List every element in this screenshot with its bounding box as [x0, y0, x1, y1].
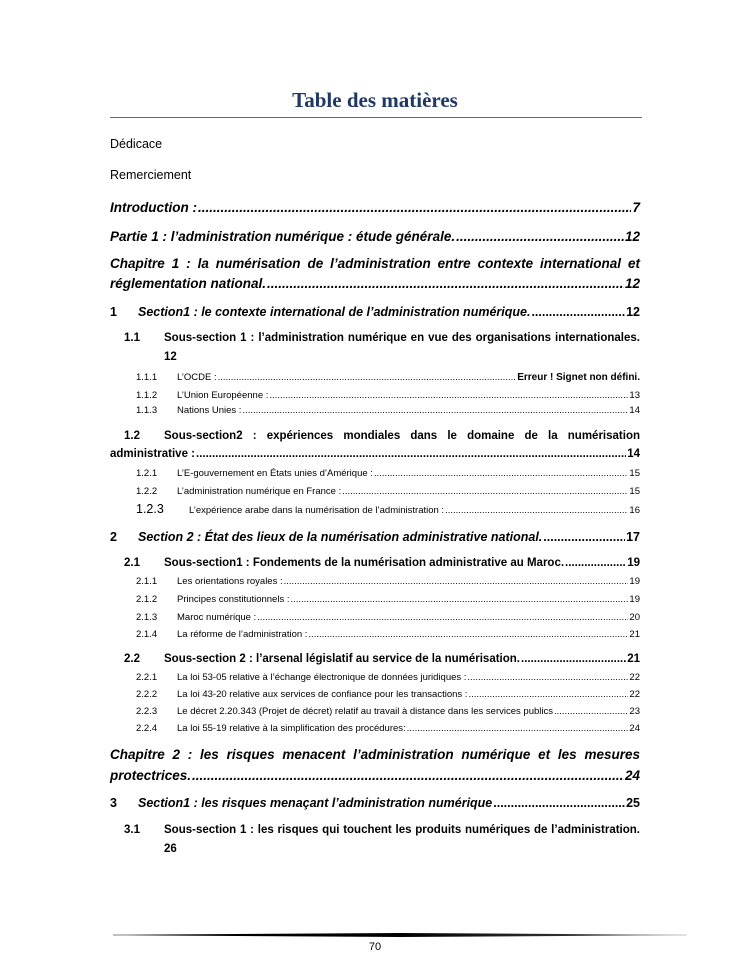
toc-entry-section-3[interactable]: 3 Section1 : les risques menaçant l’administration numérique ..... 25: [110, 796, 640, 810]
toc-entry-introduction[interactable]: Introduction : ..... 7: [110, 200, 640, 215]
toc-entry-2-2-2[interactable]: 2.2.2 La loi 43-20 relative aux services de confiance pour les transactions : ..... 22: [136, 689, 640, 700]
toc-entry-2-1-4[interactable]: 2.1.4 La réforme de l’administration : ..... 21: [136, 629, 640, 640]
toc-title: Table des matières: [292, 88, 458, 112]
toc-entry-3-1[interactable]: 3.1 Sous-section 1 : les risques qui touchent les produits numériques de l’administration.: [124, 824, 640, 836]
toc-entry-2-1-1[interactable]: 2.1.1 Les orientations royales : ..... 19: [136, 576, 640, 587]
toc-entry-section-1[interactable]: 1 Section1 : le contexte international de l’administration numérique. ..... 12: [110, 305, 640, 319]
toc-entry-1-1[interactable]: 1.1 Sous-section 1 : l’administration numérique en vue des organisations internationales.: [124, 332, 640, 344]
toc-entry-section-2[interactable]: 2 Section 2 : État des lieux de la numérisation administrative national. ..... 17: [110, 530, 640, 544]
page-number: 70: [368, 941, 382, 953]
toc-entry-1-2[interactable]: 1.2 Sous-section2 : expériences mondiales dans le domaine de la numérisation: [124, 430, 640, 442]
toc-entry-1-2-3[interactable]: 1.2.3 L’expérience arabe dans la numérisation de l’administration : ..... 16: [136, 502, 640, 516]
toc-entry-2-1-2[interactable]: 2.1.2 Principes constitutionnels : ..... 19: [136, 594, 640, 605]
toc-entry-1-2-2[interactable]: 1.2.2 L’administration numérique en France : ..... 15: [136, 486, 640, 497]
toc-entry-1-2-cont[interactable]: administrative : ..... 14: [110, 448, 640, 460]
toc-entry-2-2-4[interactable]: 2.2.4 La loi 55-19 relative à la simplification des procédures: ..... 24: [136, 723, 640, 734]
toc-entry-2-2-3[interactable]: 2.2.3 Le décret 2.20.343 (Projet de décret) relatif au travail à distance dans les services publics ..... 23: [136, 706, 640, 717]
toc-entry-1-1-3[interactable]: 1.1.3 Nations Unies : ..... 14: [136, 405, 640, 416]
toc-entry-2-2-1[interactable]: 2.2.1 La loi 53-05 relative à l’échange électronique de données juridiques : ..... 22: [136, 672, 640, 683]
toc-entry-1-1-1[interactable]: 1.1.1 L’OCDE : ..... Erreur ! Signet non défini.: [136, 372, 640, 383]
toc-entry-chapitre-1-cont[interactable]: réglementation national. ..... 12: [110, 276, 640, 291]
toc-entry-2-2[interactable]: 2.2 Sous-section 2 : l’arsenal législatif au service de la numérisation. ..... 21: [124, 653, 640, 665]
toc-entry-chapitre-1[interactable]: Chapitre 1 : la numérisation de l’administration entre contexte international et: [110, 256, 640, 271]
toc-remerciement[interactable]: Remerciement: [110, 168, 192, 182]
toc-entry-chapitre-2[interactable]: Chapitre 2 : les risques menacent l’administration numérique et les mesures: [110, 747, 640, 762]
toc-entry-partie-1[interactable]: Partie 1 : l’administration numérique : étude générale. ..... 12: [110, 229, 640, 244]
title-underline: [110, 117, 642, 118]
toc-entry-chapitre-2-cont[interactable]: protectrices. ..... 24: [110, 768, 640, 783]
toc-entry-1-1-page: 12: [164, 351, 177, 363]
footer-divider: [113, 933, 687, 937]
toc-dedicace[interactable]: Dédicace: [110, 137, 163, 151]
toc-entry-2-1-3[interactable]: 2.1.3 Maroc numérique : ..... 20: [136, 612, 640, 623]
toc-entry-3-1-page: 26: [164, 843, 177, 855]
toc-entry-1-2-1[interactable]: 1.2.1 L’E-gouvernement en États unies d’Amérique : ..... 15: [136, 468, 640, 479]
toc-entry-2-1[interactable]: 2.1 Sous-section1 : Fondements de la numérisation administrative au Maroc. ..... 19: [124, 557, 640, 569]
toc-entry-1-1-2[interactable]: 1.1.2 L’Union Européenne : ..... 13: [136, 390, 640, 401]
